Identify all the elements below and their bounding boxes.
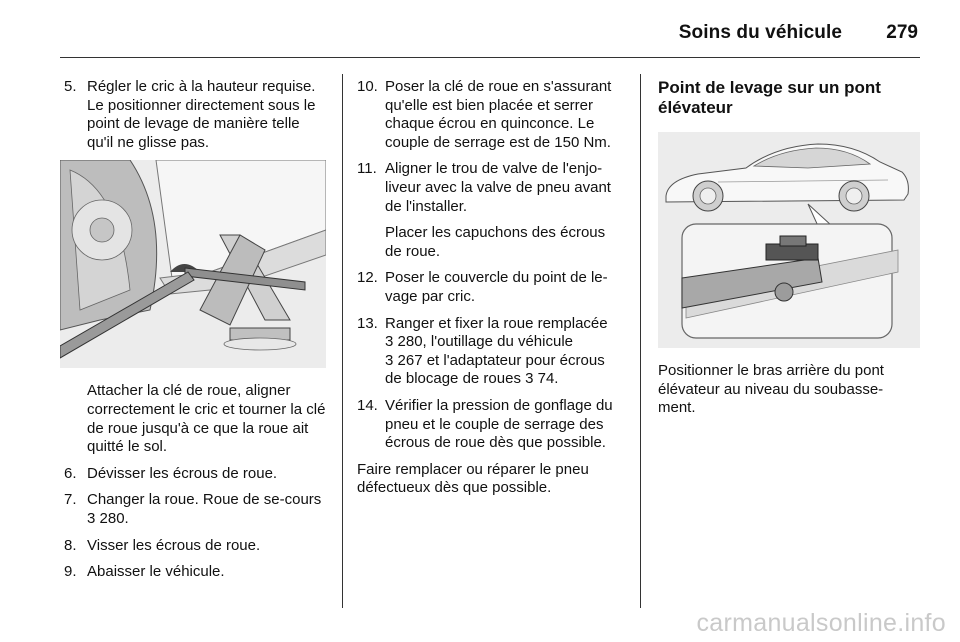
step-number: 7. (64, 491, 77, 509)
figure-note: Attacher la clé de roue, aligner correctement le cric et tourner la clé de roue jusqu'à ce que la roue ait quitté le sol. (87, 382, 326, 456)
column-2 (357, 78, 625, 506)
reference-page: 280. (99, 509, 129, 527)
step-text: Aligner le trou de valve de l'enjo-liveur avec la valve de pneu avant de l'installer. (385, 160, 611, 215)
step-number: 6. (64, 464, 77, 482)
step-text: Ranger et fixer la roue remplacée (385, 314, 608, 332)
step-text: Poser le couvercle du point de le-vage par cric. (385, 269, 608, 305)
step-10 (357, 78, 625, 152)
step-number: 13. (357, 314, 378, 332)
figure-caption: Positionner le bras arrière du pont élévateur au niveau du soubasse-ment. (658, 362, 884, 417)
step-6 (64, 465, 330, 484)
reference-page: 74. (537, 370, 559, 388)
step-13 (357, 315, 625, 389)
step-number: 10. (357, 78, 378, 95)
header-title: Soins du véhicule (678, 22, 842, 43)
step-number: 9. (64, 563, 77, 581)
step-5 (64, 78, 330, 152)
step-text: Dévisser les écrous de roue. (87, 464, 278, 482)
page-header (60, 18, 920, 58)
step-7 (64, 491, 330, 528)
column-1 (64, 78, 330, 590)
step-8 (64, 537, 330, 556)
step-number: 5. (64, 78, 77, 95)
column-3 (658, 78, 920, 426)
step-9 (64, 563, 330, 582)
reference-arrow-icon: 3 (525, 370, 534, 388)
lift-point-illustration (658, 132, 920, 348)
closing-paragraph: Faire remplacer ou réparer le pneu défectueux dès que possible. (357, 460, 589, 497)
step-14 (357, 397, 625, 453)
column-divider-2 (640, 74, 641, 608)
reference-arrow-icon: 3 (385, 351, 394, 369)
jack-illustration (60, 160, 326, 368)
section-title: Point de levage sur un pont élévateur (658, 78, 881, 117)
step-text: Poser la clé de roue en s'assurant qu'elle est bien placée et serrer chaque écrou en quinconce. Le couple de serrage est de 150 Nm. (385, 78, 612, 151)
step-text: Vérifier la pression de gonflage du pneu et le couple de serrage des écrous de roue dès que possible. (385, 396, 613, 452)
step-text: Changer la roue. Roue de se-cours (87, 491, 322, 509)
page-number: 279 (886, 22, 918, 43)
step-11 (357, 160, 625, 216)
figure-jack-under-car (60, 160, 326, 368)
step-12 (357, 269, 625, 306)
figure-lift-point (658, 132, 920, 348)
column-divider-1 (342, 74, 343, 608)
step-text: 267 et l'adaptateur pour écrous de blocage de roues (385, 351, 605, 388)
step-number: 12. (357, 269, 378, 287)
step-text: Régler le cric à la hauteur requise. Le positionner directement sous le point de levage de manière telle qu'il ne glisse pas. (87, 78, 316, 151)
step-number: 14. (357, 396, 378, 414)
watermark: carmanualsonline.info (696, 609, 946, 637)
step-text: Abaisser le véhicule. (87, 563, 225, 581)
reference-arrow-icon: 3 (385, 333, 394, 351)
step-11-note: Placer les capuchons des écrous de roue. (385, 224, 606, 260)
step-number: 8. (64, 536, 77, 554)
step-text: 280, l'outillage du véhicule (397, 333, 574, 351)
step-number: 11. (357, 160, 377, 178)
step-text: Visser les écrous de roue. (87, 536, 261, 554)
reference-arrow-icon: 3 (87, 509, 96, 527)
